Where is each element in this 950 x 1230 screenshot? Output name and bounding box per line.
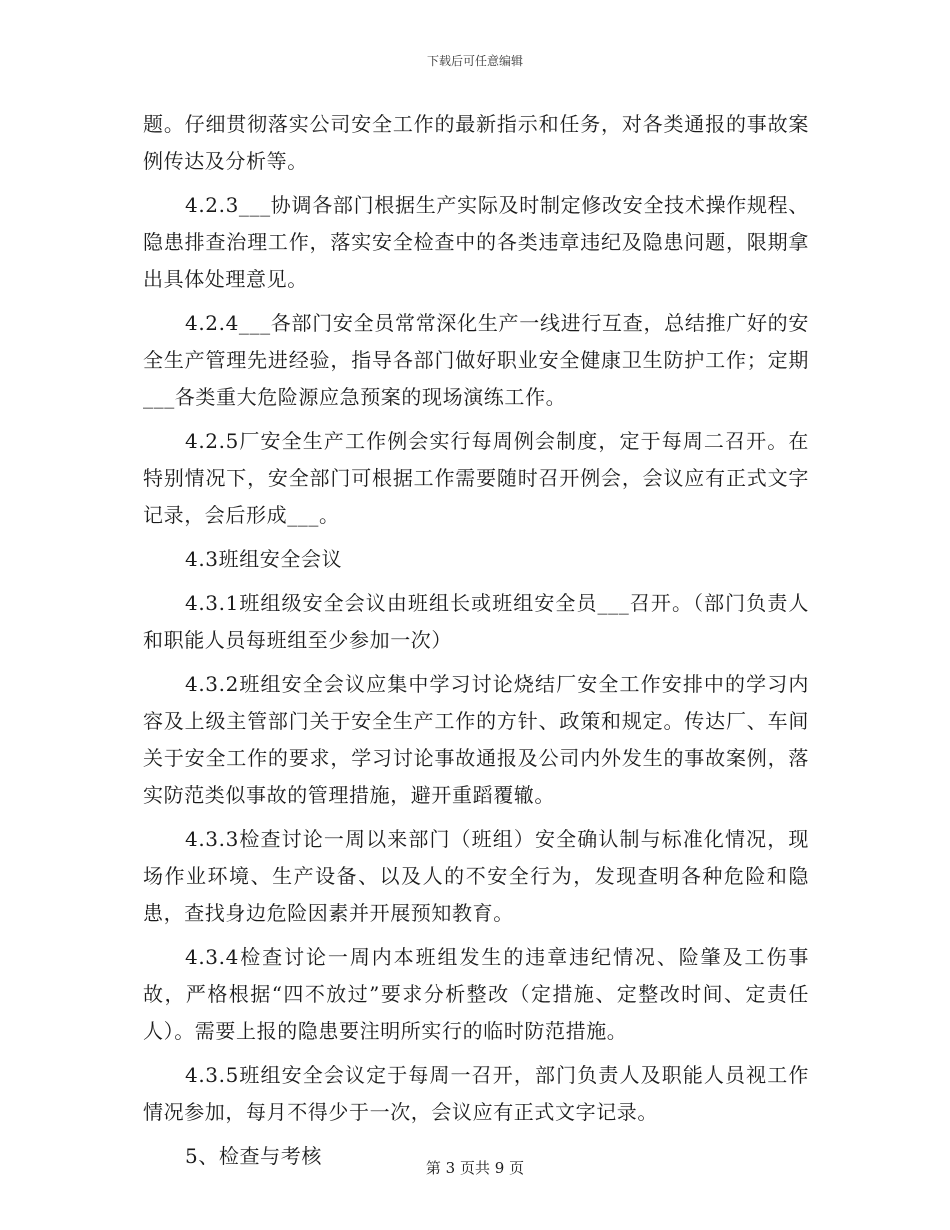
- page-header-note: 下载后可任意编辑: [426, 54, 523, 68]
- document-body: [143, 106, 809, 1182]
- paragraph-4-3-2: 4.3.2班组安全会议应集中学习讨论烧结厂安全工作安排中的学习内容及上级主管部门关于安全生产工作的方针、政策和规定。传达厂、车间关于安全工作的要求，学习讨论事故通报及公司内外发生的事故案例，落实防范类似事故的管理措施，避开重蹈覆辙。: [143, 672, 809, 807]
- paragraph-4-3-4: 4.3.4检查讨论一周内本班组发生的违章违纪情况、险肇及工伤事故，严格根据“四不放过”要求分析整改（定措施、定整改时间、定责任人）。需要上报的隐患要注明所实行的临时防范措施。: [143, 945, 809, 1043]
- section-heading-5: 5、检查与考核: [185, 1144, 322, 1168]
- paragraph-4-3-1: 4.3.1班组级安全会议由班组长或班组安全员___召开。（部门负责人和职能人员每班组至少参加一次）: [143, 591, 809, 652]
- paragraph-4-2-3: 4.2.3___协调各部门根据生产实际及时制定修改安全技术操作规程、隐患排查治理工作，落实安全检查中的各类违章违纪及隐患问题，限期拿出具体处理意见。: [143, 193, 809, 291]
- paragraph-continuation: 题。仔细贯彻落实公司安全工作的最新指示和任务，对各类通报的事故案例传达及分析等。: [143, 112, 809, 173]
- section-heading-4-3: 4.3班组安全会议: [185, 547, 343, 571]
- paragraph-4-2-5: 4.2.5厂安全生产工作例会实行每周例会制度，定于每周二召开。在特别情况下，安全部门可根据工作需要随时召开例会，会议应有正式文字记录，会后形成___。: [143, 429, 809, 527]
- paragraph-4-3-5: 4.3.5班组安全会议定于每周一召开，部门负责人及职能人员视工作情况参加，每月不得少于一次，会议应有正式文字记录。: [143, 1063, 809, 1124]
- paragraph-4-3-3: 4.3.3检查讨论一周以来部门（班组）安全确认制与标准化情况，现场作业环境、生产设备、以及人的不安全行为，发现查明各种危险和隐患，查找身边危险因素并开展预知教育。: [143, 827, 809, 925]
- paragraph-4-2-4: 4.2.4___各部门安全员常常深化生产一线进行互查，总结推广好的安全生产管理先进经验，指导各部门做好职业安全健康卫生防护工作；定期___各类重大危险源应急预案的现场演练工作。: [143, 311, 809, 409]
- page-number: 第 3 页共 9 页: [425, 1159, 525, 1177]
